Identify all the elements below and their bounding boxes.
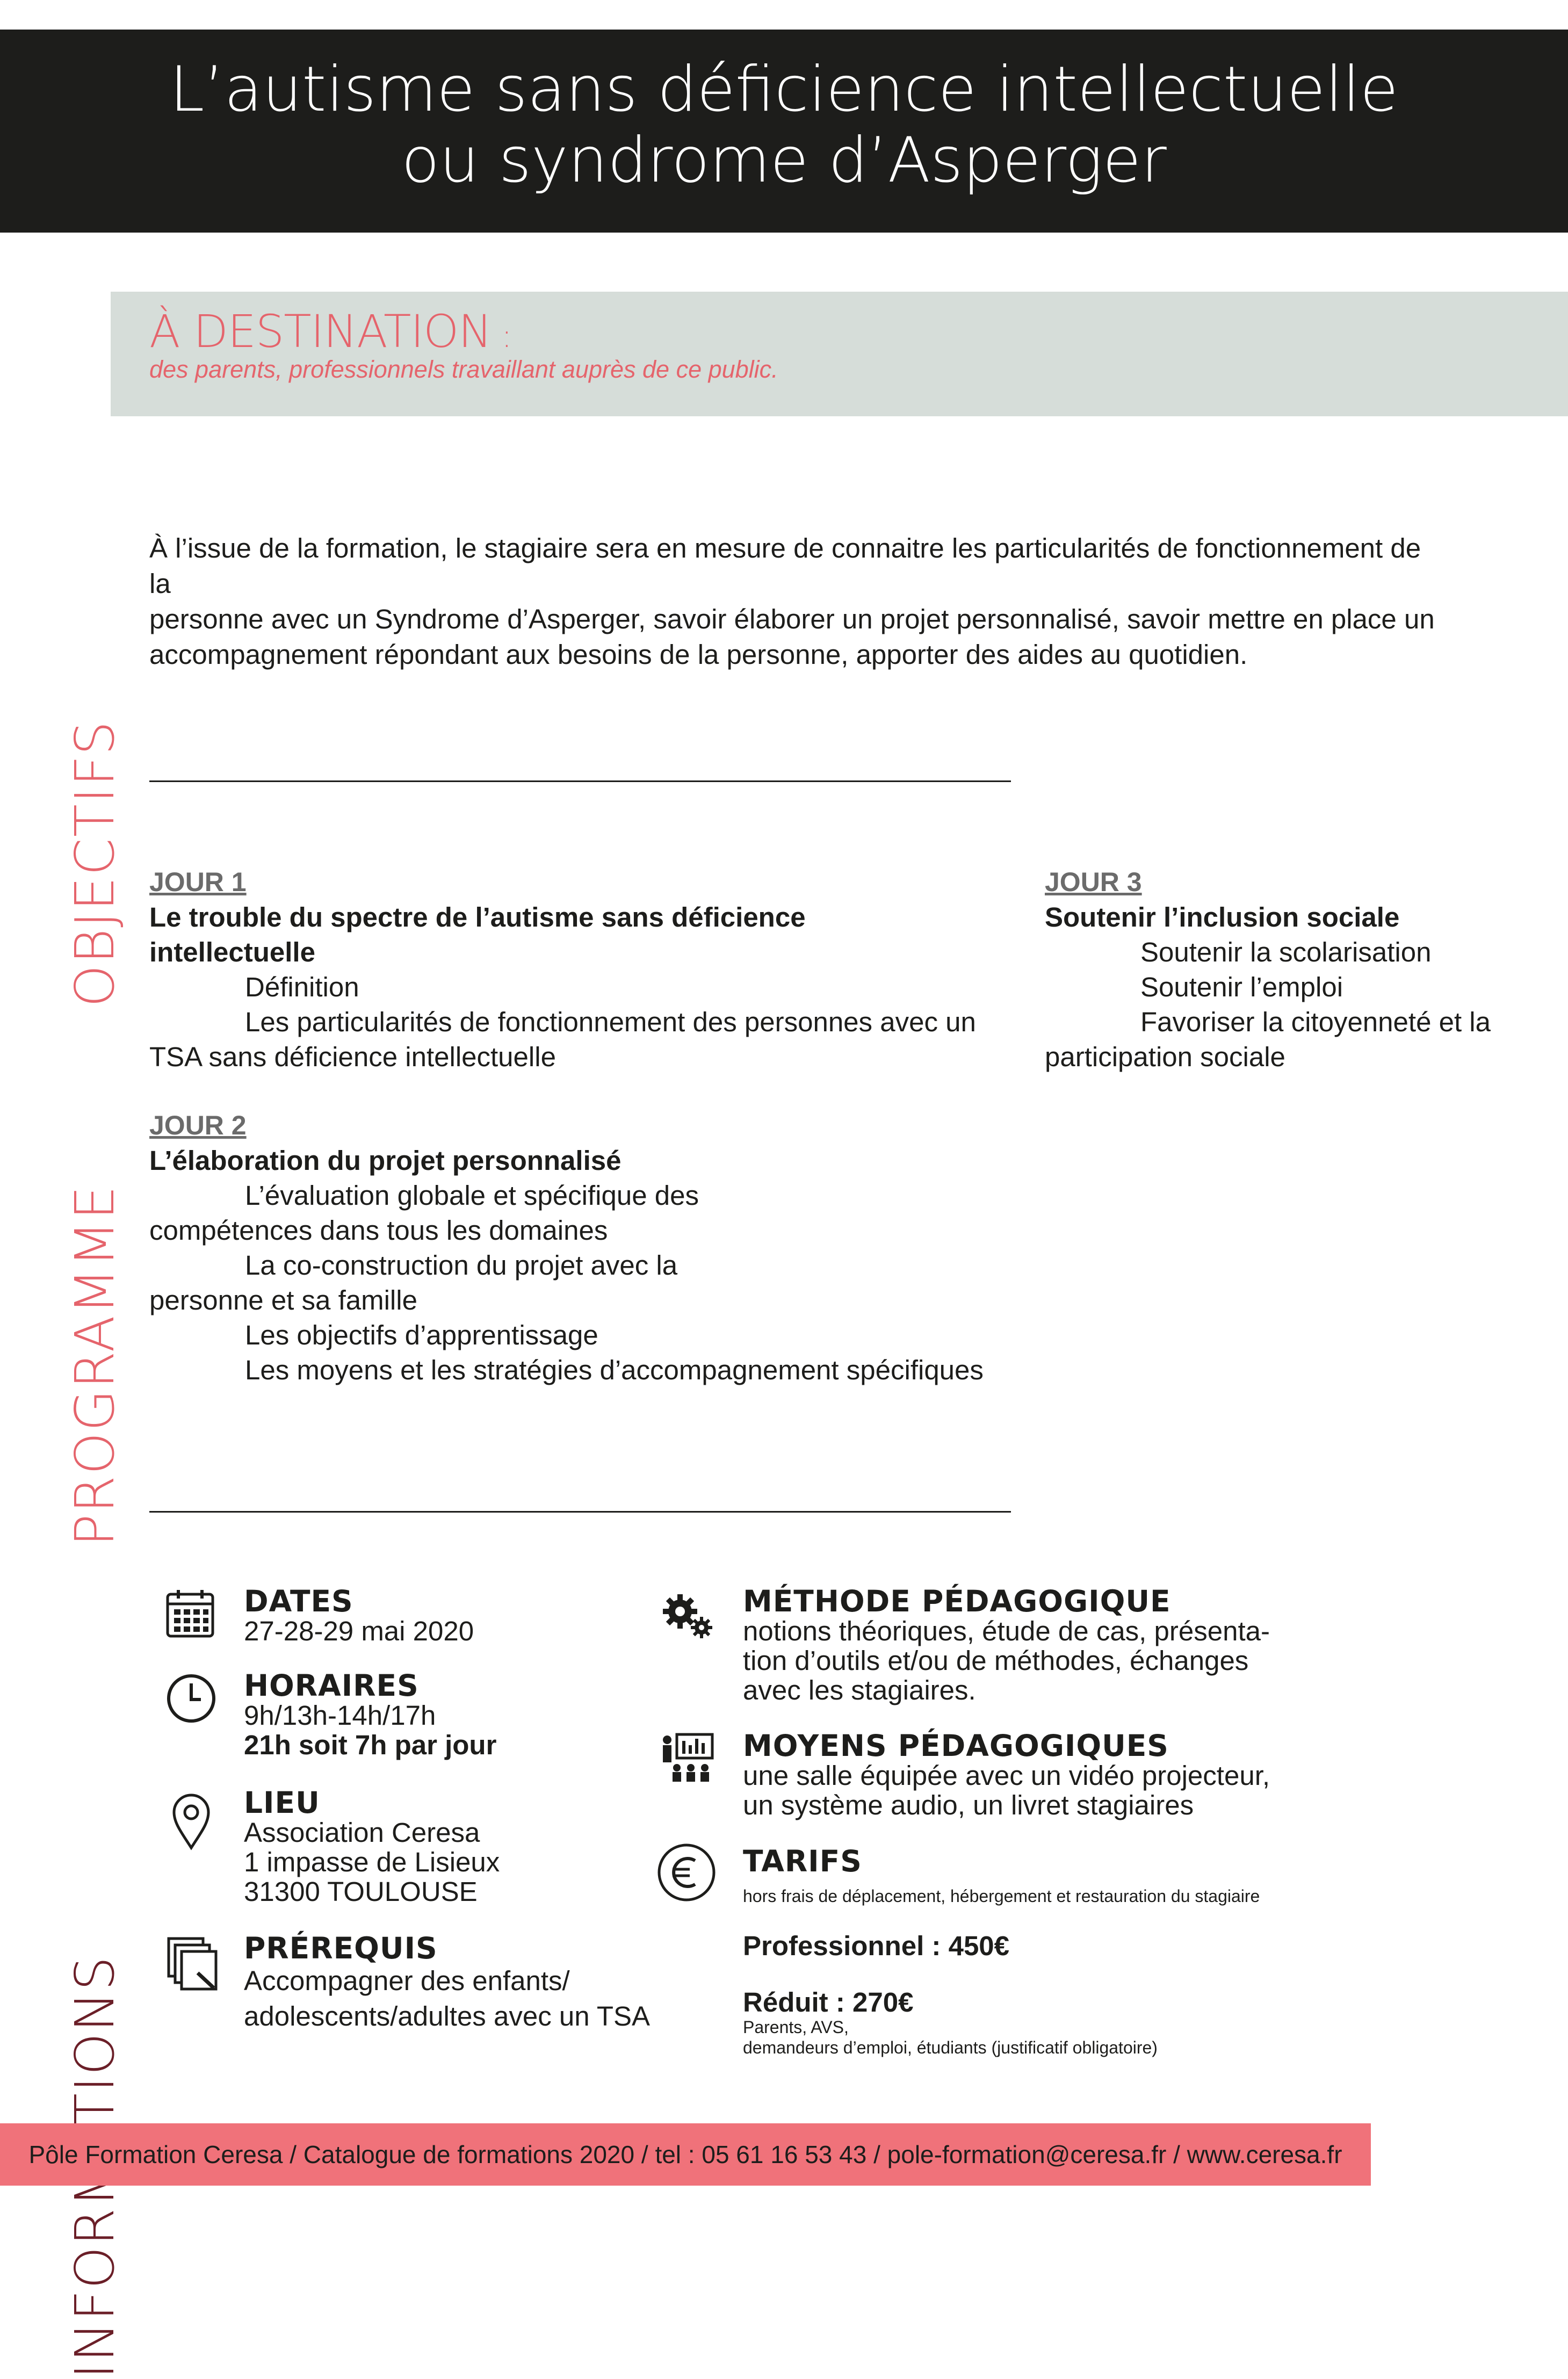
documents-icon (167, 1936, 222, 1992)
day-title: intellectuelle (149, 937, 315, 967)
audience-title (149, 305, 511, 358)
section-label-programme: PROGRAMME (63, 1184, 126, 1546)
day-title: L’élaboration du projet personnalisé (149, 1145, 622, 1176)
clock-icon (165, 1673, 217, 1724)
tarif-professionnel: Professionnel : 450€ (743, 1930, 1010, 1961)
info-value: 27-28-29 mai 2020 (244, 1616, 474, 1646)
info-heading: MÉTHODE PÉDAGOGIQUE (743, 1584, 1171, 1618)
day-item: Les objectifs d’apprentissage (245, 1320, 598, 1350)
divider-rule (149, 780, 1011, 782)
tarifs-note: hors frais de déplacement, hébergement et restauration du stagiaire (743, 1886, 1260, 1906)
tarif-reduit-note: Parents, AVS, (743, 2018, 849, 2037)
title-line-1: L’autisme sans déficience intellectuelle (169, 53, 1399, 126)
day-label: JOUR 2 (149, 1110, 247, 1140)
tarif-reduit: Réduit : 270€ (743, 1987, 914, 2018)
info-dates (244, 1586, 474, 1646)
info-methode (743, 1586, 1270, 1705)
info-tarifs (743, 1846, 1260, 2058)
info-value: un système audio, un livret stagiaires (743, 1790, 1194, 1820)
day-item: Les moyens et les stratégies d’accompagnement spécifiques (245, 1355, 984, 1385)
info-value: 9h/13h-14h/17h (244, 1700, 436, 1731)
day-item: Favoriser la citoyenneté et la (1140, 1007, 1491, 1037)
divider-rule (149, 1511, 1011, 1513)
tarif-reduit-note: demandeurs d’emploi, étudiants (justificatif obligatoire) (743, 2038, 1158, 2057)
day-label: JOUR 3 (1045, 867, 1142, 897)
day-item: L’évaluation globale et spécifique des (245, 1180, 699, 1211)
programme-day-3 (1045, 865, 1507, 1074)
info-value: adolescents/adultes avec un TSA (244, 2001, 651, 2031)
audience-title-colon: : (492, 317, 512, 355)
day-item: TSA sans déficience intellectuelle (149, 1042, 556, 1072)
info-heading: TARIFS (743, 1844, 862, 1878)
info-value-bold: 21h soit 7h par jour (244, 1730, 497, 1760)
info-prerequis (244, 1933, 650, 2034)
info-value: 31300 TOULOUSE (244, 1876, 478, 1907)
info-value: 1 impasse de Lisieux (244, 1847, 500, 1877)
presentation-icon (661, 1732, 717, 1783)
day-item: personne et sa famille (149, 1285, 417, 1315)
day-title: Soutenir l’inclusion sociale (1045, 902, 1400, 932)
info-value: Association Ceresa (244, 1817, 480, 1848)
info-value: notions théoriques, étude de cas, présenta- (743, 1616, 1270, 1646)
info-heading: DATES (244, 1584, 353, 1618)
objectifs-line: À l’issue de la formation, le stagiaire sera en mesure de connaitre les particularités de fonctionnement de la (149, 533, 1421, 599)
info-horaires (244, 1668, 497, 1760)
programme-day-1 (149, 865, 987, 1074)
info-heading: PRÉREQUIS (244, 1931, 438, 1965)
section-label-objectifs: OBJECTIFS (63, 720, 126, 1007)
day-item: compétences dans tous les domaines (149, 1215, 608, 1246)
audience-text: des parents, professionnels travaillant auprès de ce public. (149, 356, 778, 383)
info-value: une salle équipée avec un vidéo projecteur, (743, 1760, 1270, 1791)
info-heading: LIEU (244, 1785, 320, 1820)
info-moyens (743, 1731, 1270, 1820)
objectifs-line: accompagnement répondant aux besoins de la personne, apporter des aides au quotidien. (149, 639, 1248, 670)
programme-day-2 (149, 1108, 987, 1387)
info-heading: MOYENS PÉDAGOGIQUES (743, 1729, 1169, 1763)
info-heading: HORAIRES (244, 1668, 419, 1703)
info-lieu (244, 1785, 500, 1907)
objectifs-text (149, 531, 1449, 673)
day-item: participation sociale (1045, 1042, 1285, 1072)
day-label: JOUR 1 (149, 867, 247, 897)
title-line-2: ou syndrome d’Asperger (401, 124, 1167, 197)
day-title: Le trouble du spectre de l’autisme sans déficience (149, 902, 806, 932)
info-value: tion d’outils et/ou de méthodes, échanges (743, 1645, 1249, 1676)
objectifs-line: personne avec un Syndrome d’Asperger, savoir élaborer un projet personnalisé, savoir mettre en place un (149, 604, 1435, 634)
day-item: Définition (245, 972, 359, 1002)
footer-text: Pôle Formation Ceresa / Catalogue de formations 2020 / tel : 05 61 16 53 43 / pole-formation@ceresa.fr / www.ceresa.fr (28, 2141, 1342, 2168)
info-value: avec les stagiaires. (743, 1675, 976, 1705)
gears-icon (661, 1591, 714, 1640)
calendar-icon (165, 1589, 215, 1638)
day-item: Les particularités de fonctionnement des personnes avec un (245, 1007, 976, 1037)
audience-title-text: À DESTINATION (149, 305, 492, 358)
euro-icon (656, 1842, 717, 1903)
location-pin-icon (171, 1792, 212, 1851)
page-title (0, 30, 1568, 196)
day-item: La co-construction du projet avec la (245, 1250, 678, 1281)
day-item: Soutenir la scolarisation (1140, 937, 1432, 967)
info-value: Accompagner des enfants/ (244, 1965, 570, 1996)
day-item: Soutenir l’emploi (1140, 972, 1343, 1002)
